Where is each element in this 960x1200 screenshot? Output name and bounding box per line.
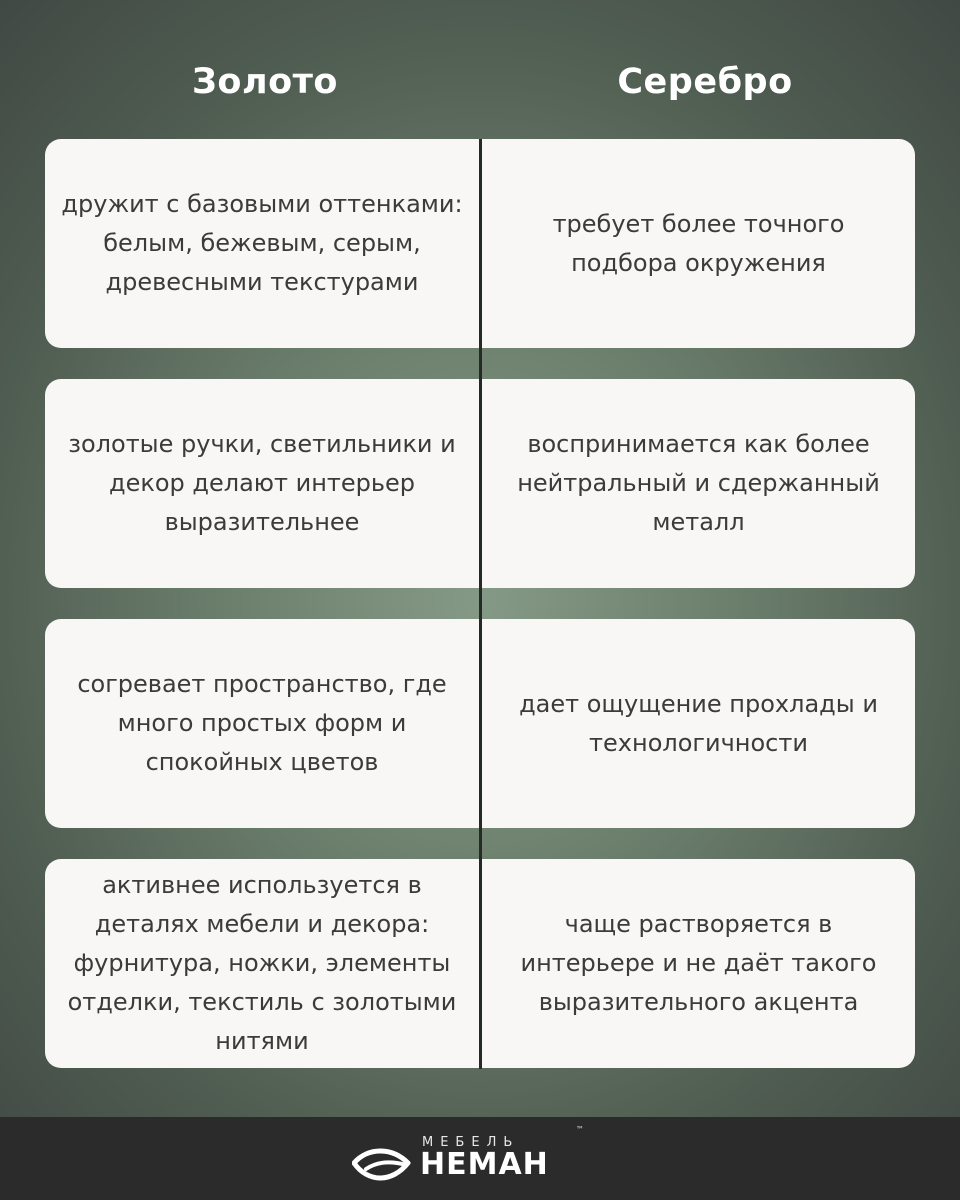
logo-subtitle: МЕБЕЛЬ [422,1135,520,1150]
silver-cell: дает ощущение прохлады и технологичности [519,689,878,757]
leaf-logo-icon [352,1143,412,1189]
column-divider [479,139,482,1069]
silver-cell: чаще растворяется в интерьере и не даёт такого выразительного акцента [520,910,877,1016]
silver-cell: воспринимается как более нейтральный и сдержанный металл [517,430,880,536]
gold-cell: согревает пространство, где много простых форм и спокойных цветов [77,670,447,776]
brand-logo [352,1125,602,1191]
gold-cell: дружит с базовыми оттенками: белым, бежевым, серым, древесными текстурами [61,190,463,296]
logo-wordmark: НЕМАН [420,1147,549,1182]
column-title-silver: Серебро [617,62,793,102]
gold-cell: активнее используется в деталях мебели и декора: фурнитура, ножки, элементы отделки, текстиль с золотыми нитями [67,871,457,1055]
gold-cell: золотые ручки, светильники и декор делают интерьер выразительнее [68,430,456,536]
silver-cell: требует более точного подбора окружения [552,209,845,277]
column-title-gold: Золото [192,62,338,102]
footer-bar [0,1117,960,1200]
trademark-mark: ™ [576,1125,584,1134]
